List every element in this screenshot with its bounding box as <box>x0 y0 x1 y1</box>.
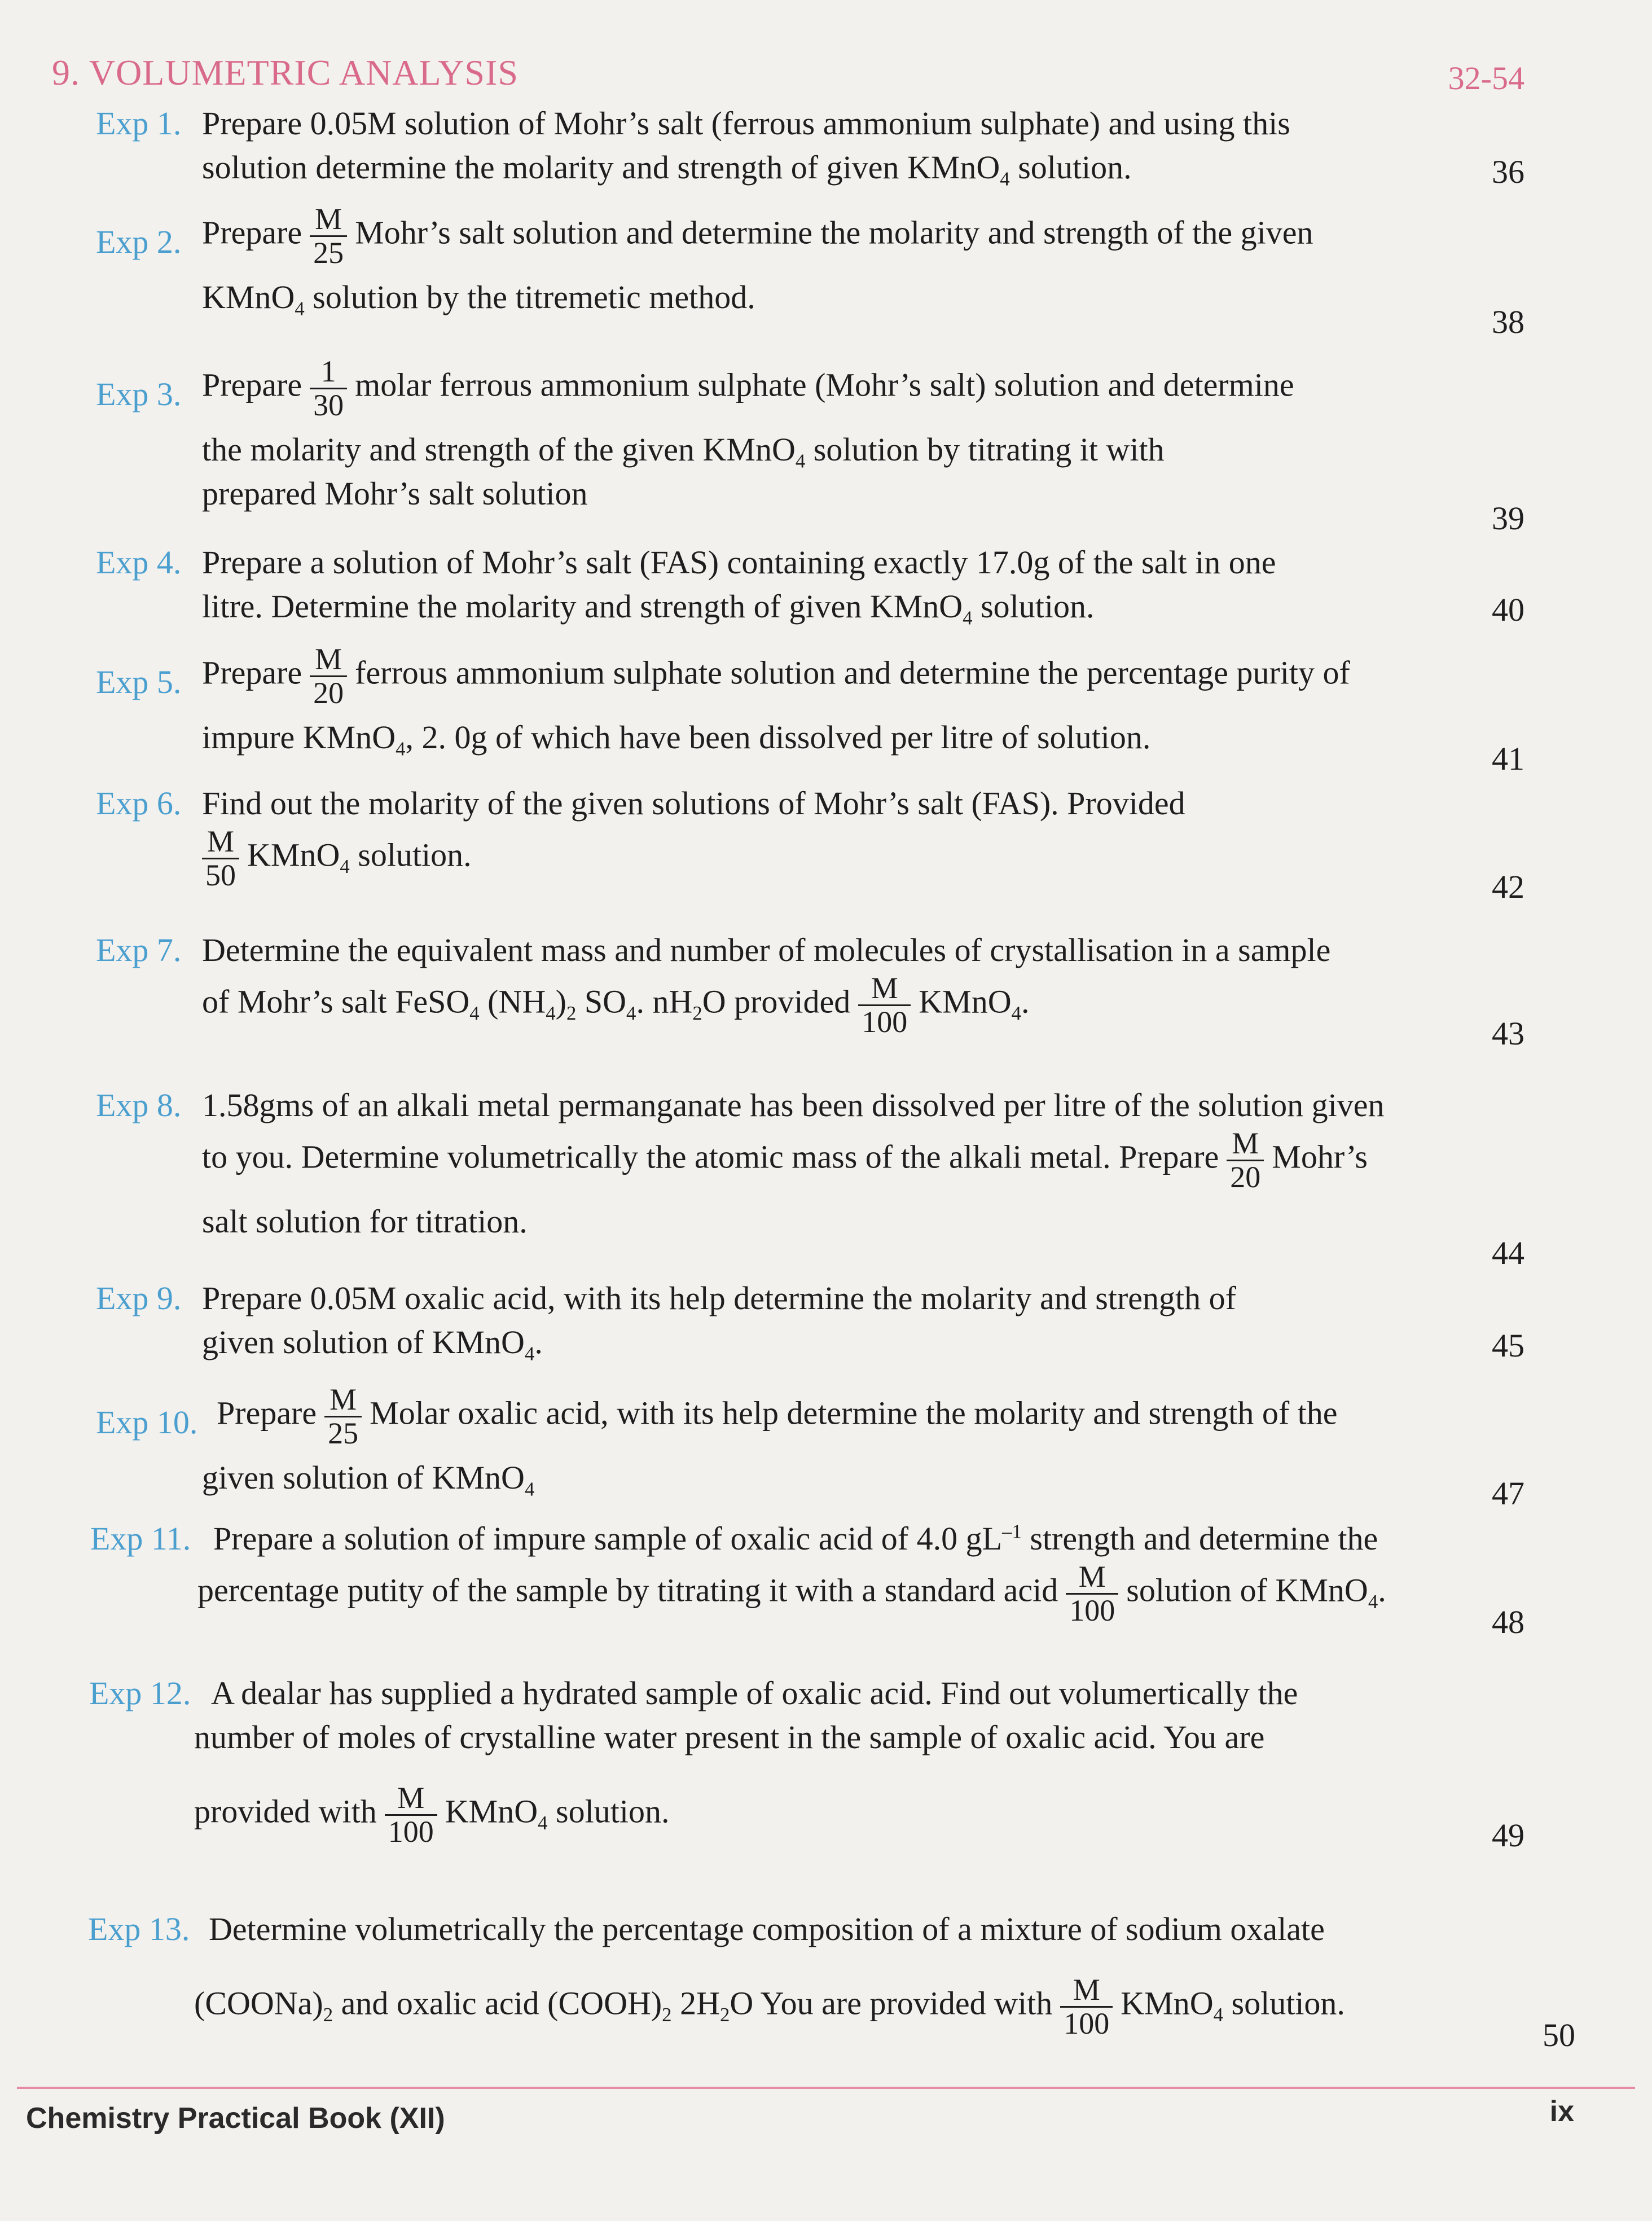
page-number: 44 <box>1492 1235 1524 1271</box>
experiment-text: Prepare a solution of Mohr’s salt (FAS) containing exactly 17.0g of the salt in one <box>202 544 1276 581</box>
experiment-label: Exp 2. <box>96 223 182 260</box>
page-number: 42 <box>1492 868 1524 905</box>
experiment-text: percentage putity of the sample by titrating it with a standard acid $\frac{M}{100}$ solution of KMnO$_4$. <box>197 1560 1386 1627</box>
page-number: 40 <box>1492 591 1524 628</box>
experiment-text: Prepare 0.05M oxalic acid, with its help determine the molarity and strength of <box>202 1280 1236 1316</box>
fraction: $\frac{M}{25}$ <box>324 1384 362 1449</box>
experiment-text: Prepare $\frac{M}{25}$ Mohr’s salt solution and determine the molarity and strength of the given <box>202 202 1313 270</box>
experiment-text: the molarity and strength of the given KMnO$_4$ solution by titrating it with <box>202 431 1165 472</box>
experiment-text: Prepare $\frac{M}{25}$ Molar oxalic acid, with its help determine the molarity and strength of the <box>217 1382 1338 1450</box>
fraction: $\frac{1}{30}$ <box>310 355 347 421</box>
experiment-text: Determine volumetrically the percentage composition of a mixture of sodium oxalate <box>209 1911 1325 1947</box>
page-number: 50 <box>1543 2017 1575 2053</box>
page-number: 48 <box>1492 1604 1524 1640</box>
fraction: $\frac{M}{50}$ <box>202 826 239 891</box>
experiment-label: Exp 5. <box>96 664 182 700</box>
page-number: 41 <box>1492 740 1524 777</box>
experiment-label: Exp 13. <box>88 1911 190 1947</box>
experiment-label: Exp 3. <box>96 376 182 412</box>
page-number: 47 <box>1492 1475 1524 1512</box>
fraction: $\frac{M}{100}$ <box>1066 1561 1118 1626</box>
experiment-label: Exp 8. <box>96 1087 182 1123</box>
experiment-label: Exp 9. <box>96 1280 182 1316</box>
experiment-text: litre. Determine the molarity and strength of given KMnO$_4$ solution. <box>202 588 1095 629</box>
experiment-text: salt solution for titration. <box>202 1203 528 1240</box>
experiment-text: provided with $\frac{M}{100}$ KMnO$_4$ solution. <box>194 1781 670 1849</box>
experiment-label: Exp 4. <box>96 544 182 581</box>
experiment-label: Exp 1. <box>96 105 182 142</box>
experiment-text: Prepare 0.05M solution of Mohr’s salt (ferrous ammonium sulphate) and using this <box>202 105 1290 142</box>
footer-page-number: ix <box>1549 2095 1574 2128</box>
fraction: $\frac{M}{20}$ <box>1227 1127 1264 1193</box>
experiment-text: $(COONa)_2$ and oxalic acid $(COOH)_2$ $2H_2O$ You are provided with $\frac{M}{100}$ KMnO$_4$ solution. <box>194 1973 1345 2040</box>
page-number: 39 <box>1492 500 1524 537</box>
footer-divider <box>17 2087 1635 2089</box>
experiment-text: of Mohr’s salt FeSO$_4$ $(NH_4)_2$ $SO_4$. $nH_2O$ provided $\frac{M}{100}$ KMnO$_4$. <box>202 971 1030 1039</box>
chapter-title: 9. VOLUMETRIC ANALYSIS <box>52 52 519 93</box>
experiment-label: Exp 7. <box>96 932 182 968</box>
fraction: $\frac{M}{100}$ <box>858 972 911 1038</box>
fraction: $\frac{M}{100}$ <box>385 1782 437 1847</box>
experiment-text: KMnO$_4$ solution by the titremetic method. <box>202 279 755 320</box>
page-number: 49 <box>1492 1817 1524 1854</box>
experiment-label: Exp 11. <box>90 1520 191 1557</box>
fraction: $\frac{M}{25}$ <box>310 203 347 269</box>
fraction: $\frac{M}{100}$ <box>1060 1974 1113 2039</box>
experiment-text: given solution of KMnO$_4$. <box>202 1324 543 1365</box>
experiment-text: 1.58gms of an alkali metal permanganate has been dissolved per litre of the solution given <box>202 1087 1385 1123</box>
experiment-text: to you. Determine volumetrically the atomic mass of the alkali metal. Prepare $\frac{M}{20}$ Mohr’s <box>202 1126 1368 1194</box>
experiment-text: Prepare a solution of impure sample of oxalic acid of 4.0 $gL^{-1}$ strength and determine the <box>213 1520 1378 1557</box>
experiment-label: Exp 6. <box>96 785 182 822</box>
experiment-text: Find out the molarity of the given solutions of Mohr’s salt (FAS). Provided <box>202 785 1185 822</box>
experiment-text: $\frac{M}{50}$ KMnO$_4$ solution. <box>202 826 1460 898</box>
experiment-label: Exp 12. <box>89 1675 191 1711</box>
fraction: $\frac{M}{20}$ <box>310 643 347 709</box>
chapter-page-range: 32-54 <box>1448 60 1524 96</box>
footer-book-title: Chemistry Practical Book (XII) <box>26 2102 445 2135</box>
page-number: 45 <box>1492 1327 1524 1364</box>
experiment-text: Prepare $\frac{M}{20}$ ferrous ammonium sulphate solution and determine the percentage purity of <box>202 642 1350 710</box>
experiment-text: given solution of KMnO$_4$ <box>202 1459 535 1500</box>
experiment-text: Determine the equivalent mass and number of molecules of crystallisation in a sample <box>202 932 1331 968</box>
experiment-text: Prepare $\frac{1}{30}$ molar ferrous ammonium sulphate (Mohr’s salt) solution and determine <box>202 354 1294 422</box>
experiment-text: prepared Mohr’s salt solution <box>202 475 588 512</box>
experiment-label: Exp 10. <box>96 1404 198 1441</box>
page-number: 36 <box>1492 153 1524 190</box>
page-number: 38 <box>1492 304 1524 340</box>
experiment-text: number of moles of crystalline water present in the sample of oxalic acid. You are <box>194 1719 1265 1755</box>
experiment-text: solution determine the molarity and strength of given KMnO$_4$ solution. <box>202 149 1132 190</box>
page-number: 43 <box>1492 1015 1524 1052</box>
experiment-text: impure KMnO$_4$, 2. 0g of which have been dissolved per litre of solution. <box>202 719 1151 760</box>
experiment-text: A dealar has supplied a hydrated sample of oxalic acid. Find out volumertically the <box>211 1675 1298 1711</box>
